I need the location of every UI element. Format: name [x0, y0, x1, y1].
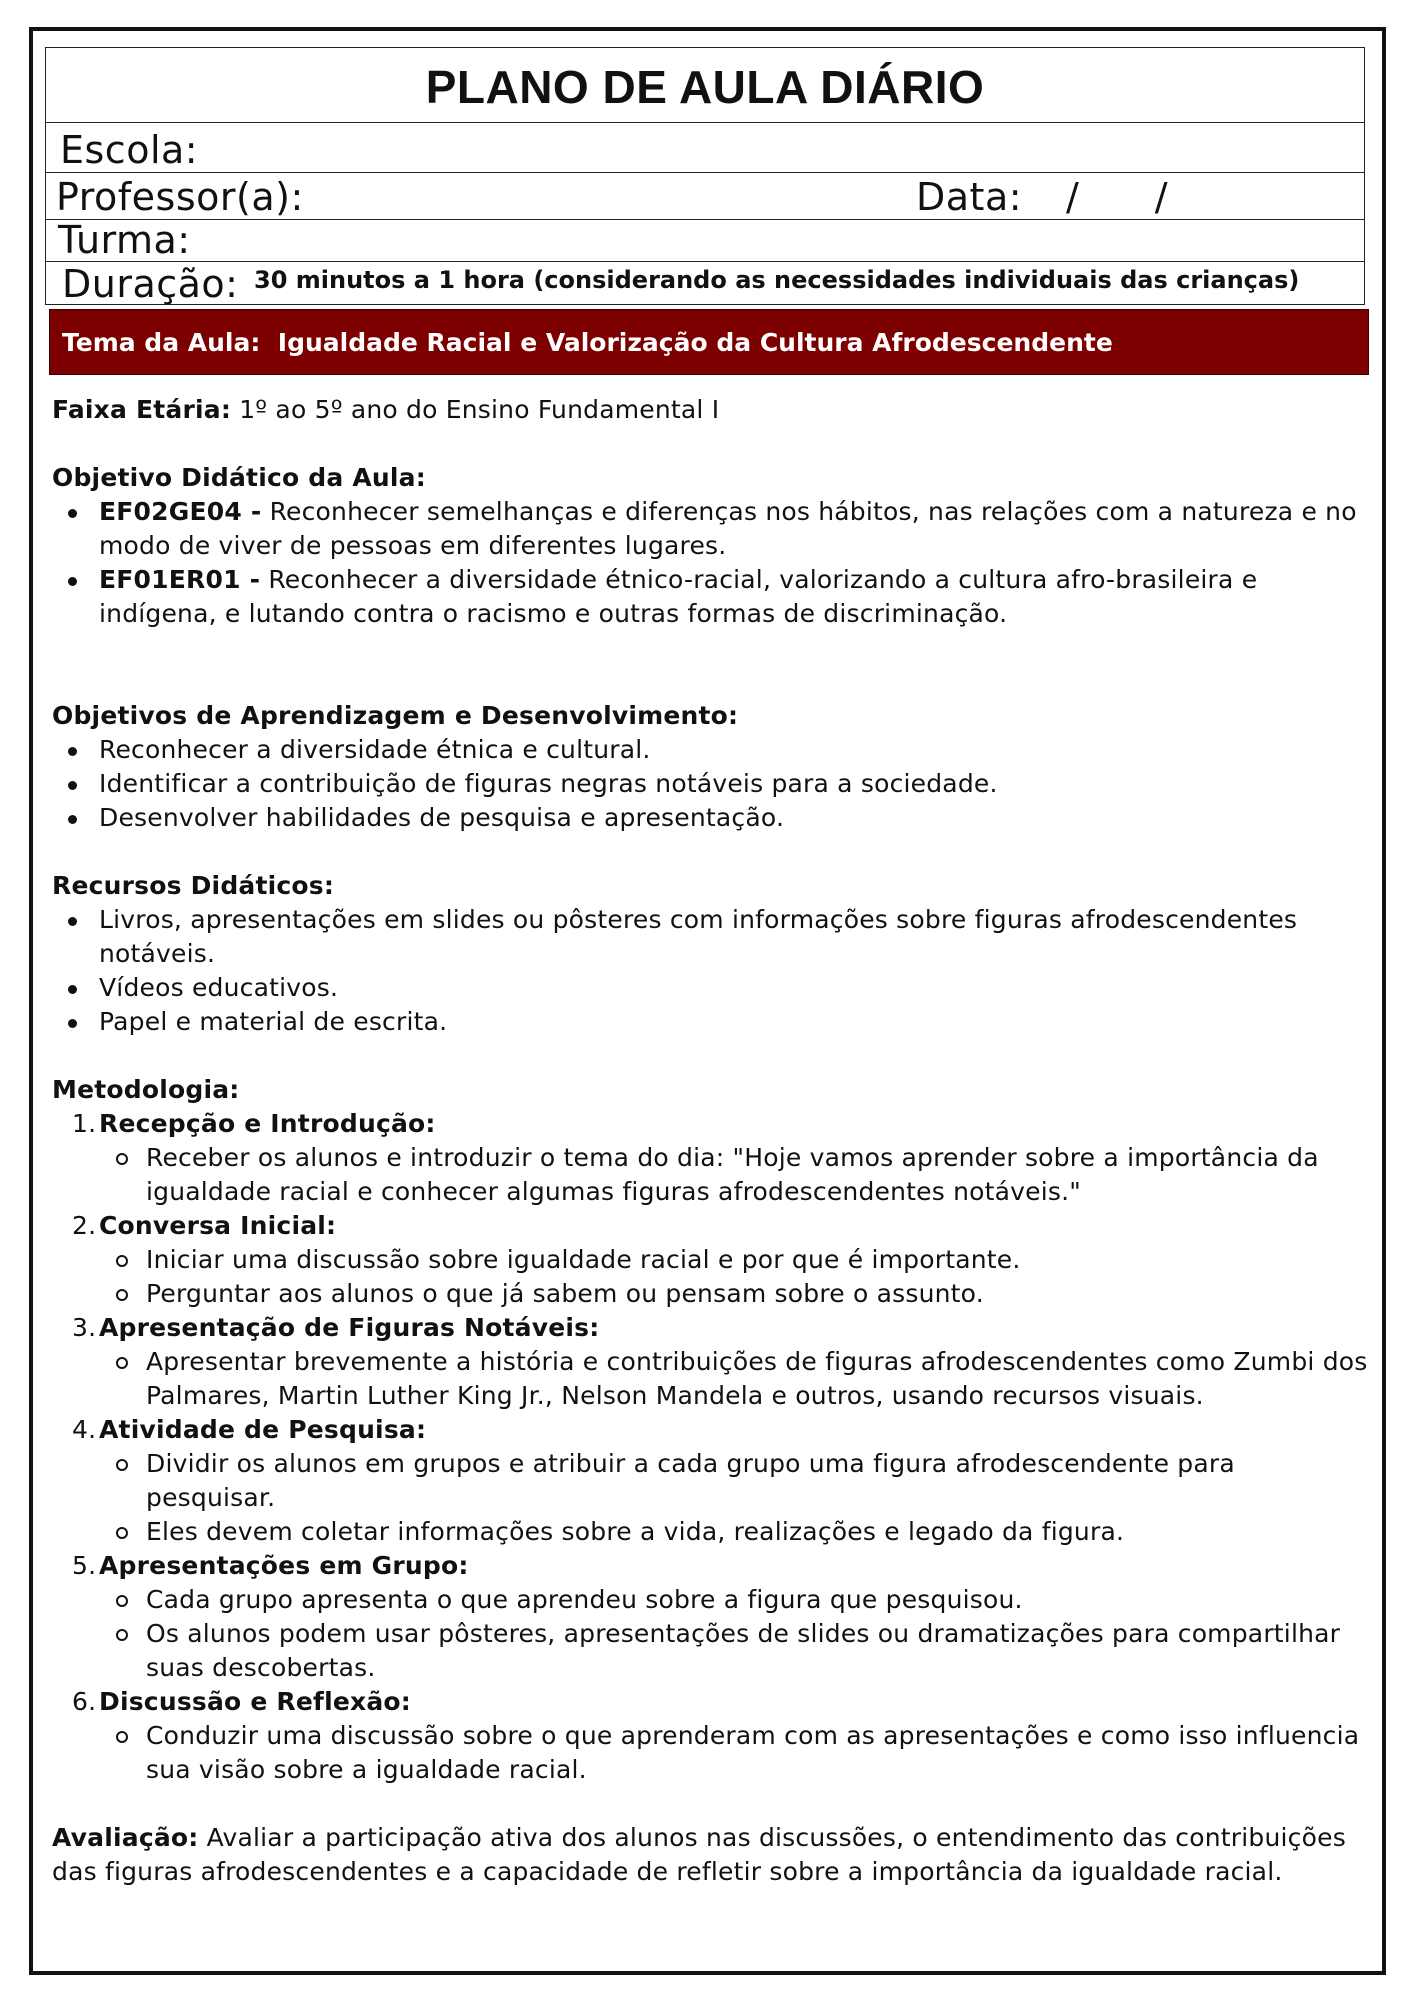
- list-item: Apresentar brevemente a história e contribuições de figuras afrodescendentes como Zumbi dos Palmares, Martin Luther King Jr., Nelson Mandela e outros, usando recursos visuais.: [99, 1345, 1372, 1413]
- tema-value: Igualdade Racial e Valorização da Cultura Afrodescendente: [277, 328, 1113, 357]
- step-sublist: [99, 1141, 1372, 1209]
- step-title: Recepção e Introdução:: [99, 1109, 436, 1138]
- objective-text: Reconhecer semelhanças e diferenças nos hábitos, nas relações com a natureza e no modo de viver de pessoas em diferentes lugares.: [99, 497, 1357, 560]
- step-sublist: [99, 1583, 1372, 1685]
- step-sublist: [99, 1243, 1372, 1311]
- list-item: [52, 495, 1372, 563]
- escola-label: Escola:: [60, 128, 199, 172]
- page-title: PLANO DE AULA DIÁRIO: [46, 48, 1364, 123]
- faixa-value: 1º ao 5º ano do Ensino Fundamental I: [239, 395, 720, 424]
- step-sublist: [99, 1447, 1372, 1549]
- step-title: Apresentação de Figuras Notáveis:: [99, 1313, 600, 1342]
- step-number: 4.: [72, 1415, 97, 1444]
- metodologia-step: [52, 1549, 1372, 1685]
- metodologia-step: [52, 1413, 1372, 1549]
- list-item: Os alunos podem usar pôsteres, apresentações de slides ou dramatizações para compartilhar suas descobertas.: [99, 1617, 1372, 1685]
- metodologia-heading: Metodologia:: [52, 1075, 240, 1104]
- step-number: 6.: [72, 1687, 97, 1716]
- turma-label: Turma:: [58, 218, 191, 262]
- list-item: Cada grupo apresenta o que aprendeu sobre a figura que pesquisou.: [99, 1583, 1372, 1617]
- objective-text: Reconhecer a diversidade étnico-racial, valorizando a cultura afro-brasileira e indígena, e lutando contra o racismo e outras formas de discriminação.: [99, 565, 1258, 628]
- bncc-code: EF02GE04 -: [99, 497, 262, 526]
- list-item: [52, 563, 1372, 631]
- professor-row: [46, 173, 1364, 220]
- duracao-row: [46, 262, 1364, 304]
- escola-row: [46, 123, 1364, 173]
- recursos-list: [52, 903, 1372, 1039]
- tema-bar: [49, 309, 1369, 375]
- list-item: Conduzir uma discussão sobre o que aprenderam com as apresentações e como isso influencia sua visão sobre a igualdade racial.: [99, 1719, 1372, 1787]
- objetivo-didatico-heading: Objetivo Didático da Aula:: [52, 463, 426, 492]
- recursos-heading: Recursos Didáticos:: [52, 871, 335, 900]
- step-sublist: [99, 1719, 1372, 1787]
- objetivos-aprendizagem-heading: Objetivos de Aprendizagem e Desenvolvimento:: [52, 701, 739, 730]
- metodologia-step: [52, 1311, 1372, 1413]
- step-title: Discussão e Reflexão:: [99, 1687, 411, 1716]
- step-number: 2.: [72, 1211, 97, 1240]
- duracao-label: Duração:: [62, 262, 239, 306]
- list-item: Reconhecer a diversidade étnica e cultural.: [52, 733, 1372, 767]
- metodologia-steps: [52, 1107, 1372, 1787]
- list-item: Identificar a contribuição de figuras negras notáveis para a sociedade.: [52, 767, 1372, 801]
- list-item: Dividir os alunos em grupos e atribuir a cada grupo uma figura afrodescendente para pesquisar.: [99, 1447, 1372, 1515]
- list-item: Iniciar uma discussão sobre igualdade racial e por que é importante.: [99, 1243, 1372, 1277]
- step-number: 1.: [72, 1109, 97, 1138]
- list-item: Receber os alunos e introduzir o tema do dia: "Hoje vamos aprender sobre a importância da igualdade racial e conhecer algumas figuras afrodescendentes notáveis.": [99, 1141, 1372, 1209]
- metodologia-step: [52, 1107, 1372, 1209]
- avaliacao-value: Avaliar a participação ativa dos alunos nas discussões, o entendimento das contribuições das figuras afrodescendentes e a capacidade de refletir sobre a importância da igualdade racial.: [52, 1823, 1346, 1886]
- metodologia-step: [52, 1685, 1372, 1787]
- bncc-code: EF01ER01 -: [99, 565, 261, 594]
- turma-row: [46, 220, 1364, 262]
- step-title: Conversa Inicial:: [99, 1211, 337, 1240]
- step-sublist: [99, 1345, 1372, 1413]
- data-slashes: / /: [1066, 175, 1169, 219]
- tema-label: Tema da Aula:: [62, 328, 261, 357]
- list-item: Perguntar aos alunos o que já sabem ou pensam sobre o assunto.: [99, 1277, 1372, 1311]
- list-item: Eles devem coletar informações sobre a vida, realizações e legado da figura.: [99, 1515, 1372, 1549]
- step-title: Atividade de Pesquisa:: [99, 1415, 427, 1444]
- list-item: Livros, apresentações em slides ou pôsteres com informações sobre figuras afrodescendentes notáveis.: [52, 903, 1372, 971]
- objetivos-aprendizagem-list: [52, 733, 1372, 835]
- step-number: 5.: [72, 1551, 97, 1580]
- step-title: Apresentações em Grupo:: [99, 1551, 469, 1580]
- avaliacao-paragraph: [52, 1821, 1372, 1889]
- list-item: Vídeos educativos.: [52, 971, 1372, 1005]
- lesson-content: [52, 393, 1372, 1889]
- header-table: [45, 47, 1365, 305]
- professor-label: Professor(a):: [56, 175, 304, 219]
- step-number: 3.: [72, 1313, 97, 1342]
- objetivo-didatico-list: [52, 495, 1372, 631]
- list-item: Papel e material de escrita.: [52, 1005, 1372, 1039]
- faixa-line: [52, 393, 1372, 427]
- avaliacao-label: Avaliação:: [52, 1823, 199, 1852]
- duracao-value: 30 minutos a 1 hora (considerando as necessidades individuais das crianças): [254, 266, 1300, 294]
- data-label: Data:: [916, 175, 1023, 219]
- list-item: Desenvolver habilidades de pesquisa e apresentação.: [52, 801, 1372, 835]
- metodologia-step: [52, 1209, 1372, 1311]
- faixa-label: Faixa Etária:: [52, 395, 232, 424]
